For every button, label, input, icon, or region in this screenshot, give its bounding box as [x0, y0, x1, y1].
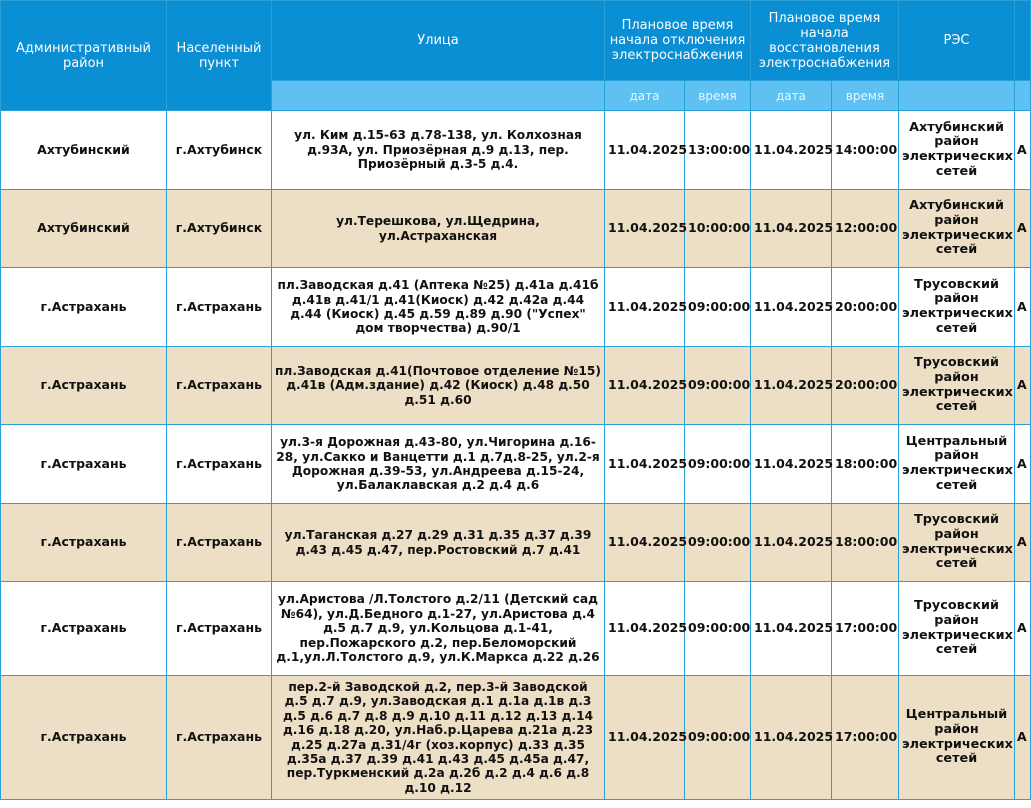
table-row [1, 504, 1031, 582]
cell-off-date: 11.04.2025 [605, 504, 685, 582]
cell-extra: А [1015, 582, 1031, 676]
subheader-off-time: время [685, 81, 751, 111]
cell-on-date: 11.04.2025 [751, 190, 832, 268]
subheader-on-date: дата [751, 81, 832, 111]
cell-locality: г.Астрахань [167, 582, 272, 676]
cell-on-time: 14:00:00 [832, 111, 899, 190]
cell-res: Трусовский район электрических сетей [899, 582, 1015, 676]
table-row [1, 190, 1031, 268]
cell-locality: г.Ахтубинск [167, 190, 272, 268]
cell-street: пер.2-й Заводской д.2, пер.3-й Заводской д.5 д.7 д.9, ул.Заводская д.1 д.1а д.1в д.3 д.5 д.6 д.7 д.8 д.9 д.10 д.11 д.12 д.13 д.14 д.16 д.18 д.20, ул.Наб.р.Царева д.21а д.23 д.25 д.27а д.31/4г (хоз.корпус) д.33 д.35 д.35а д.37 д.39 д.41 д.43 д.45 д.45а д.47, пер.Туркменский д.2а д.2б д.2 д.4 д.6 д.8 д.10 д.12 [272, 676, 605, 800]
header-restore-start: Плановое время начала восстановления электроснабжения [751, 1, 899, 81]
subheader-res [899, 81, 1015, 111]
cell-street: ул. Ким д.15-63 д.78-138, ул. Колхозная д.93А, ул. Приозёрная д.9 д.13, пер. Приозёрный д.3-5 д.4. [272, 111, 605, 190]
header-extra [1015, 1, 1031, 81]
cell-res: Ахтубинский район электрических сетей [899, 111, 1015, 190]
cell-off-date: 11.04.2025 [605, 582, 685, 676]
cell-street: ул.Аристова /Л.Толстого д.2/11 (Детский сад №64), ул.Д.Бедного д.1-27, ул.Аристова д.4 д.5 д.7 д.9, ул.Кольцова д.1-41, пер.Пожарского д.2, пер.Беломорский д.1,ул.Л.Толстого д.9, ул.К.Маркса д.22 д.26 [272, 582, 605, 676]
cell-on-time: 17:00:00 [832, 582, 899, 676]
table-row [1, 676, 1031, 800]
cell-res: Ахтубинский район электрических сетей [899, 190, 1015, 268]
cell-res: Трусовский район электрических сетей [899, 347, 1015, 425]
cell-locality: г.Астрахань [167, 676, 272, 800]
table-row [1, 347, 1031, 425]
cell-on-date: 11.04.2025 [751, 111, 832, 190]
cell-off-time: 09:00:00 [685, 425, 751, 504]
cell-off-date: 11.04.2025 [605, 347, 685, 425]
cell-street: ул.3-я Дорожная д.43-80, ул.Чигорина д.16-28, ул.Сакко и Ванцетти д.1 д.7д.8-25, ул.2-я Дорожная д.39-53, ул.Андреева д.15-24, ул.Балаклавская д.2 д.4 д.6 [272, 425, 605, 504]
table-row [1, 268, 1031, 347]
cell-on-time: 17:00:00 [832, 676, 899, 800]
cell-off-time: 09:00:00 [685, 582, 751, 676]
cell-res: Центральный район электрических сетей [899, 425, 1015, 504]
cell-off-date: 11.04.2025 [605, 676, 685, 800]
cell-off-time: 09:00:00 [685, 268, 751, 347]
header-locality: Населенный пункт [167, 1, 272, 111]
header-off-start: Плановое время начала отключения электроснабжения [605, 1, 751, 81]
cell-locality: г.Астрахань [167, 268, 272, 347]
subheader-off-date: дата [605, 81, 685, 111]
cell-extra: А [1015, 111, 1031, 190]
header-street: Улица [272, 1, 605, 81]
cell-district: г.Астрахань [1, 582, 167, 676]
table-row [1, 111, 1031, 190]
cell-off-date: 11.04.2025 [605, 268, 685, 347]
cell-off-time: 13:00:00 [685, 111, 751, 190]
cell-extra: А [1015, 347, 1031, 425]
cell-off-time: 09:00:00 [685, 504, 751, 582]
cell-on-time: 20:00:00 [832, 347, 899, 425]
table-row [1, 582, 1031, 676]
cell-off-date: 11.04.2025 [605, 190, 685, 268]
cell-district: Ахтубинский [1, 190, 167, 268]
cell-res: Трусовский район электрических сетей [899, 504, 1015, 582]
cell-locality: г.Астрахань [167, 347, 272, 425]
table-row [1, 425, 1031, 504]
cell-district: Ахтубинский [1, 111, 167, 190]
cell-on-time: 12:00:00 [832, 190, 899, 268]
cell-off-date: 11.04.2025 [605, 111, 685, 190]
cell-district: г.Астрахань [1, 425, 167, 504]
cell-res: Центральный район электрических сетей [899, 676, 1015, 800]
cell-extra: А [1015, 504, 1031, 582]
subheader-on-time: время [832, 81, 899, 111]
cell-on-date: 11.04.2025 [751, 268, 832, 347]
cell-district: г.Астрахань [1, 504, 167, 582]
cell-off-time: 09:00:00 [685, 347, 751, 425]
cell-on-date: 11.04.2025 [751, 347, 832, 425]
cell-extra: А [1015, 190, 1031, 268]
cell-extra: А [1015, 268, 1031, 347]
cell-locality: г.Астрахань [167, 425, 272, 504]
cell-on-date: 11.04.2025 [751, 676, 832, 800]
header-district: Административный район [1, 1, 167, 111]
header-row [1, 1, 1031, 81]
cell-on-date: 11.04.2025 [751, 425, 832, 504]
subheader-street [272, 81, 605, 111]
cell-off-time: 09:00:00 [685, 676, 751, 800]
subheader-extra [1015, 81, 1031, 111]
cell-street: ул.Терешкова, ул.Щедрина, ул.Астраханская [272, 190, 605, 268]
cell-district: г.Астрахань [1, 676, 167, 800]
cell-on-time: 20:00:00 [832, 268, 899, 347]
cell-off-date: 11.04.2025 [605, 425, 685, 504]
cell-extra: А [1015, 425, 1031, 504]
cell-district: г.Астрахань [1, 347, 167, 425]
cell-on-time: 18:00:00 [832, 504, 899, 582]
cell-locality: г.Астрахань [167, 504, 272, 582]
header-res: РЭС [899, 1, 1015, 81]
cell-off-time: 10:00:00 [685, 190, 751, 268]
cell-street: пл.Заводская д.41(Почтовое отделение №15) д.41в (Адм.здание) д.42 (Киоск) д.48 д.50 д.51 д.60 [272, 347, 605, 425]
cell-street: ул.Таганская д.27 д.29 д.31 д.35 д.37 д.39 д.43 д.45 д.47, пер.Ростовский д.7 д.41 [272, 504, 605, 582]
cell-res: Трусовский район электрических сетей [899, 268, 1015, 347]
cell-extra: А [1015, 676, 1031, 800]
cell-street: пл.Заводская д.41 (Аптека №25) д.41а д.41б д.41в д.41/1 д.41(Киоск) д.42 д.42а д.44 д.44 (Киоск) д.45 д.59 д.89 д.90 ("Успех" дом творчества) д.90/1 [272, 268, 605, 347]
cell-locality: г.Ахтубинск [167, 111, 272, 190]
cell-on-date: 11.04.2025 [751, 582, 832, 676]
cell-district: г.Астрахань [1, 268, 167, 347]
cell-on-time: 18:00:00 [832, 425, 899, 504]
cell-on-date: 11.04.2025 [751, 504, 832, 582]
